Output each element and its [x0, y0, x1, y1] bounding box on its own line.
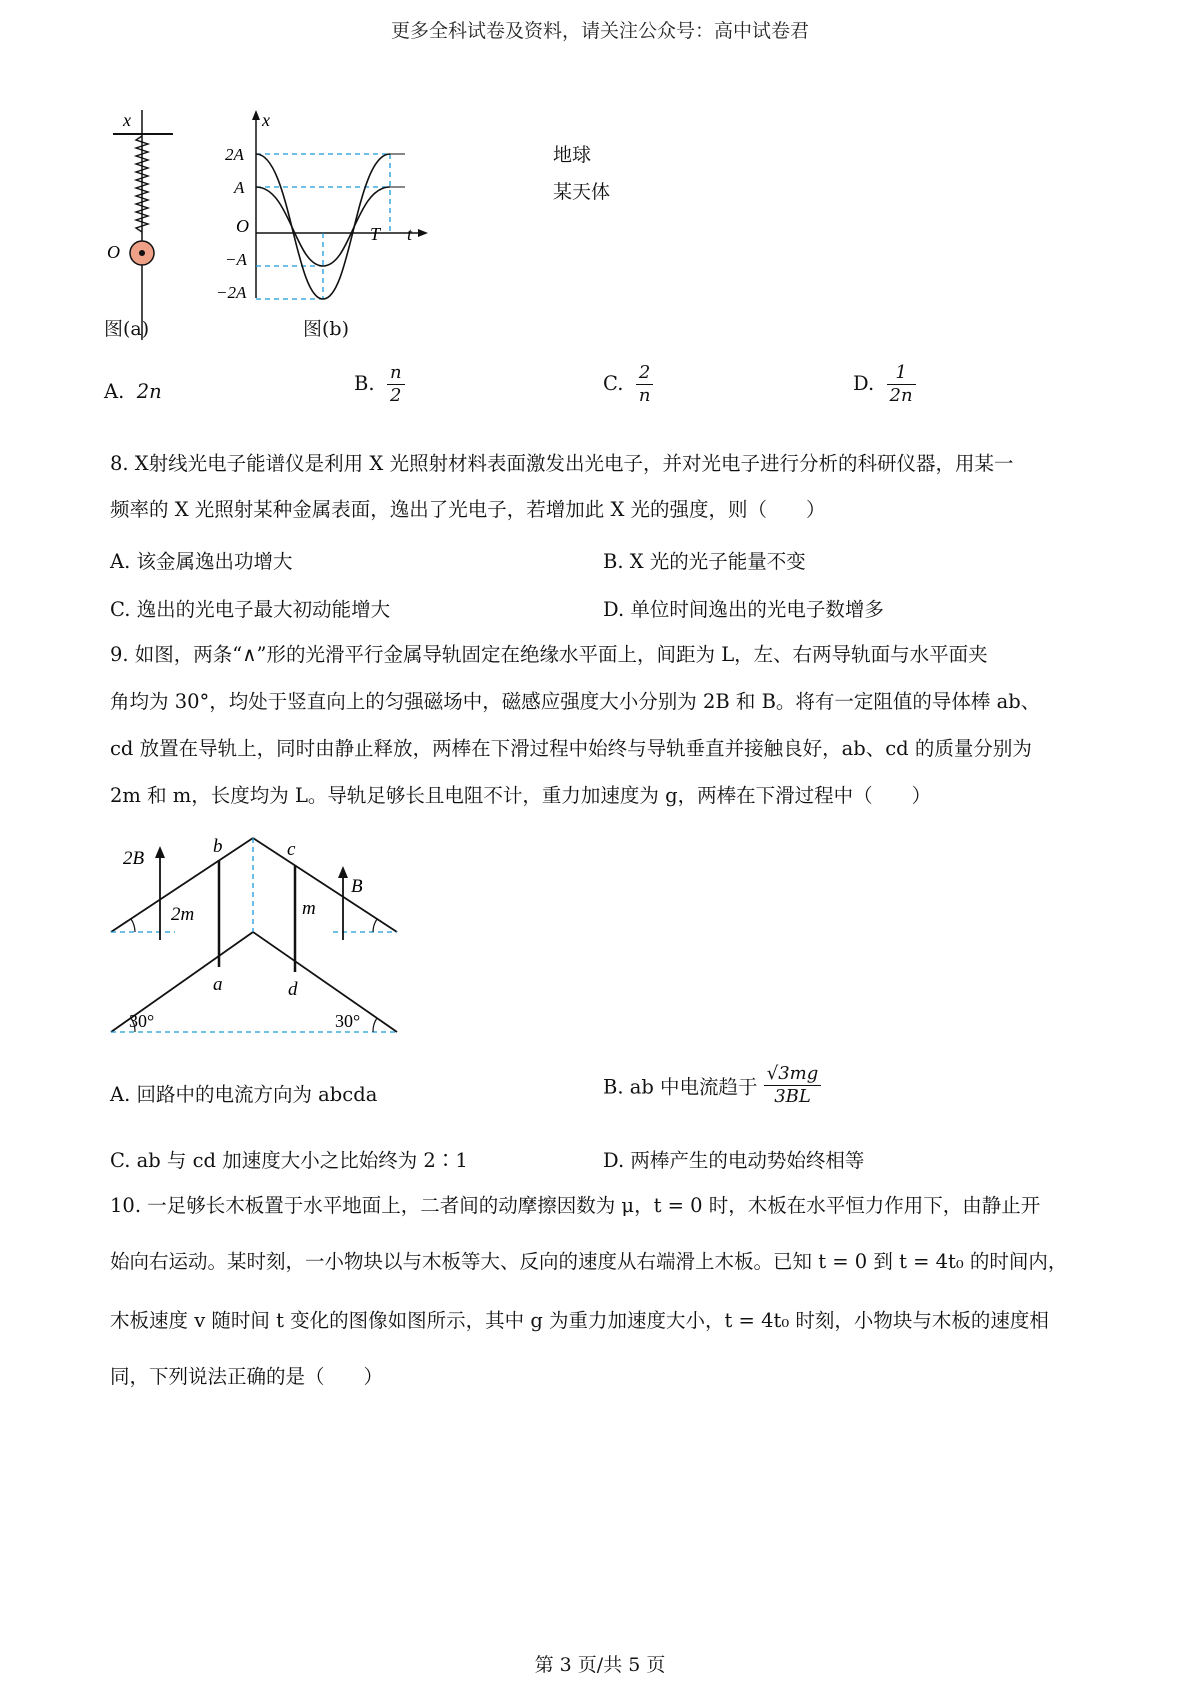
label-m: m	[302, 898, 316, 919]
label-x-a: x	[123, 110, 131, 130]
q7-option-c[interactable]: C. $\frac{2}{n}$	[603, 362, 653, 407]
label-b: b	[213, 836, 223, 857]
q9-stem-line3: cd 放置在导轨上，同时由静止释放，两棒在下滑过程中始终与导轨垂直并接触良好，ab、cd 的质量分别为	[110, 737, 1032, 760]
q8-option-d[interactable]: D. 单位时间逸出的光电子数增多	[603, 598, 884, 621]
q9-option-b[interactable]: B. ab 中电流趋于 $\frac{√3mg}{3BL}$	[603, 1063, 821, 1108]
label-d: d	[288, 979, 298, 1000]
angle-left-label: 30°	[129, 1011, 155, 1031]
page-header: 更多全科试卷及资料，请关注公众号：高中试卷君	[390, 20, 809, 42]
label-O-b: O	[236, 216, 249, 236]
label-2B: 2B	[123, 848, 145, 869]
figure-b-graph	[200, 108, 440, 308]
label-T: T	[370, 224, 381, 244]
q9-option-d[interactable]: D. 两棒产生的电动势始终相等	[603, 1149, 865, 1172]
q8-option-b[interactable]: B. X 光的光子能量不变	[603, 550, 806, 573]
figure-a-caption: 图(a)	[104, 318, 150, 340]
q10-stem-line1: 10. 一足够长木板置于水平地面上，二者间的动摩擦因数为 μ，t = 0 时，木板在水平恒力作用下，由静止开	[110, 1194, 1041, 1217]
q10-stem-line4: 同，下列说法正确的是（ ）	[110, 1365, 384, 1388]
label-c: c	[287, 839, 296, 860]
q8-stem-line2: 频率的 X 光照射某种金属表面，逸出了光电子，若增加此 X 光的强度，则（ ）	[110, 498, 826, 521]
q9-rail-diagram	[105, 822, 405, 1040]
label-2m: 2m	[171, 904, 195, 925]
tick-A: A	[234, 178, 245, 197]
q10-stem-line2: 始向右运动。某时刻，一小物块以与木板等大、反向的速度从右端滑上木板。已知 t = 0 到 t = 4t₀ 的时间内，	[110, 1250, 1068, 1273]
q9-option-c[interactable]: C. ab 与 cd 加速度大小之比始终为 2∶1	[110, 1149, 468, 1172]
q9-stem-line1: 9. 如图，两条“∧”形的光滑平行金属导轨固定在绝缘水平面上，间距为 L，左、右两导轨面与水平面夹	[110, 643, 988, 666]
tick-2A: 2A	[225, 145, 244, 164]
q8-option-a[interactable]: A. 该金属逸出功增大	[110, 550, 293, 573]
label-O-a: O	[107, 242, 120, 262]
tick-negA: −A	[225, 250, 247, 269]
figure-b-caption: 图(b)	[303, 318, 349, 340]
q8-option-c[interactable]: C. 逸出的光电子最大初动能增大	[110, 598, 391, 621]
label-a: a	[213, 974, 223, 995]
q9-stem-line4: 2m 和 m，长度均为 L。导轨足够长且电阻不计，重力加速度为 g，两棒在下滑过程中（ ）	[110, 784, 932, 807]
legend-earth: 地球	[553, 144, 592, 166]
q9-stem-line2: 角均为 30°，均处于竖直向上的匀强磁场中，磁感应强度大小分别为 2B 和 B。将有一定阻值的导体棒 ab、	[110, 690, 1041, 713]
q7-option-b[interactable]: B. $\frac{n}{2}$	[354, 362, 405, 407]
angle-right-label: 30°	[335, 1011, 361, 1031]
label-B: B	[351, 876, 363, 897]
tick-neg2A: −2A	[216, 283, 247, 302]
label-t: t	[407, 224, 413, 244]
page-footer: 第 3 页/共 5 页	[534, 1654, 666, 1676]
q10-stem-line3: 木板速度 v 随时间 t 变化的图像如图所示，其中 g 为重力加速度大小，t = 4t₀ 时刻，小物块与木板的速度相	[110, 1309, 1049, 1332]
q8-stem-line1: 8. X射线光电子能谱仪是利用 X 光照射材料表面激发出光电子，并对光电子进行分析的科研仪器，用某一	[110, 452, 1014, 475]
q7-option-d[interactable]: D. $\frac{1}{2n}$	[853, 362, 916, 407]
label-x-b: x	[262, 110, 270, 130]
legend-body: 某天体	[553, 181, 611, 203]
q9-option-a[interactable]: A. 回路中的电流方向为 abcda	[110, 1083, 378, 1106]
figure-a-spring	[105, 108, 180, 343]
q7-option-a[interactable]: A. 2n	[104, 380, 162, 403]
